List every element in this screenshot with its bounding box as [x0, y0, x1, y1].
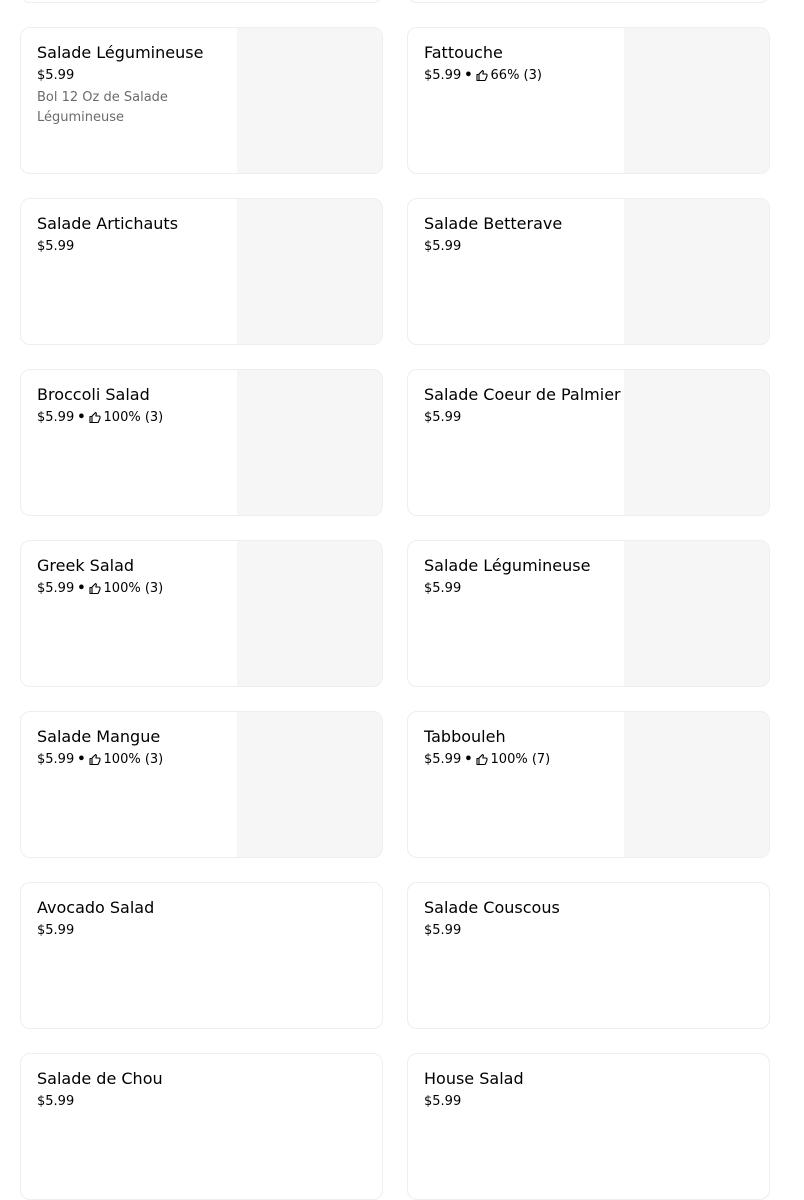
menu-item-name: Salade Coeur de Palmier [424, 385, 621, 404]
menu-item-name: Tabbouleh [424, 727, 506, 746]
menu-item-name: Fattouche [424, 43, 503, 62]
meta-separator: • [464, 68, 473, 83]
menu-item-info [424, 898, 609, 939]
menu-item-price: $5.99 [37, 752, 75, 767]
menu-item-meta [37, 1093, 222, 1110]
menu-item-price: $5.99 [424, 581, 462, 596]
menu-item-meta [37, 67, 222, 84]
menu-item-card[interactable] [407, 1053, 770, 1200]
menu-item-card[interactable] [407, 369, 770, 516]
menu-item-rating: 100% (3) [103, 581, 164, 596]
menu-item-price: $5.99 [37, 1094, 75, 1109]
menu-item-info [37, 727, 222, 768]
menu-item-info [424, 214, 609, 255]
meta-separator: • [77, 410, 86, 425]
menu-item-info [37, 556, 222, 597]
menu-item-image [237, 28, 382, 173]
menu-item-info [424, 556, 609, 597]
menu-item-meta [424, 580, 609, 597]
menu-item-price: $5.99 [424, 68, 462, 83]
menu-item-card[interactable] [407, 0, 770, 3]
menu-item-info [424, 727, 609, 768]
menu-item-card[interactable] [407, 198, 770, 345]
menu-item-image [237, 541, 382, 686]
menu-item-image [624, 541, 769, 686]
menu-item-meta [424, 67, 609, 84]
menu-item-name: Salade Légumineuse [37, 43, 204, 62]
meta-separator: • [77, 581, 86, 596]
menu-item-image [624, 712, 769, 857]
menu-item-card[interactable] [407, 540, 770, 687]
menu-item-meta [37, 922, 222, 939]
menu-item-card[interactable] [20, 0, 383, 3]
menu-item-meta [424, 922, 609, 939]
menu-item-image [624, 28, 769, 173]
meta-separator: • [77, 752, 86, 767]
menu-item-price: $5.99 [37, 410, 75, 425]
menu-item-rating: 100% (7) [490, 752, 551, 767]
thumbs-up-icon [476, 70, 488, 82]
menu-item-card[interactable] [407, 27, 770, 174]
menu-item-price: $5.99 [424, 410, 462, 425]
menu-item-info [37, 214, 222, 255]
menu-item-card[interactable] [20, 198, 383, 345]
menu-item-meta [424, 1093, 609, 1110]
menu-item-price: $5.99 [37, 68, 75, 83]
menu-item-card[interactable] [20, 711, 383, 858]
menu-item-card[interactable] [407, 711, 770, 858]
menu-item-card[interactable] [20, 369, 383, 516]
menu-item-card[interactable] [20, 882, 383, 1029]
menu-item-name: Salade Artichauts [37, 214, 179, 233]
thumbs-up-icon [89, 754, 101, 766]
menu-item-meta [37, 751, 222, 768]
menu-item-meta [37, 580, 222, 597]
menu-item-name: Broccoli Salad [37, 385, 150, 404]
menu-item-name: House Salad [424, 1069, 524, 1088]
menu-item-meta [424, 751, 609, 768]
menu-item-card[interactable] [407, 882, 770, 1029]
thumbs-up-icon [89, 412, 101, 424]
menu-item-info [37, 385, 222, 426]
menu-item-price: $5.99 [37, 239, 75, 254]
menu-item-info [424, 385, 621, 426]
menu-item-meta [424, 238, 609, 255]
menu-item-price: $5.99 [37, 923, 75, 938]
menu-item-name: Greek Salad [37, 556, 135, 575]
menu-item-image [624, 370, 769, 515]
menu-item-info [37, 898, 222, 939]
menu-item-price: $5.99 [424, 1094, 462, 1109]
menu-item-price: $5.99 [37, 581, 75, 596]
menu-item-info [37, 1069, 222, 1110]
menu-item-meta [37, 238, 222, 255]
thumbs-up-icon [476, 754, 488, 766]
menu-item-meta [424, 409, 609, 426]
menu-item-info [37, 43, 222, 128]
menu-item-image [624, 199, 769, 344]
menu-item-image [237, 199, 382, 344]
menu-item-name: Salade Mangue [37, 727, 161, 746]
menu-item-name: Avocado Salad [37, 898, 155, 917]
menu-item-info [424, 43, 609, 84]
menu-item-info [424, 1069, 609, 1110]
menu-item-card[interactable] [20, 27, 383, 174]
menu-item-price: $5.99 [424, 239, 462, 254]
thumbs-up-icon [89, 583, 101, 595]
menu-grid [20, 0, 770, 1200]
menu-item-rating: 66% (3) [490, 68, 542, 83]
menu-item-card[interactable] [20, 540, 383, 687]
menu-item-name: Salade de Chou [37, 1069, 163, 1088]
menu-item-rating: 100% (3) [103, 752, 164, 767]
menu-item-card[interactable] [20, 1053, 383, 1200]
menu-item-rating: 100% (3) [103, 410, 164, 425]
menu-item-name: Salade Betterave [424, 214, 563, 233]
meta-separator: • [464, 752, 473, 767]
menu-item-description: Bol 12 Oz de Salade Légumineuse [37, 90, 168, 125]
menu-item-price: $5.99 [424, 923, 462, 938]
menu-item-image [237, 712, 382, 857]
menu-item-image [237, 370, 382, 515]
menu-item-price: $5.99 [424, 752, 462, 767]
menu-item-meta [37, 409, 222, 426]
menu-item-name: Salade Légumineuse [424, 556, 591, 575]
menu-item-name: Salade Couscous [424, 898, 560, 917]
